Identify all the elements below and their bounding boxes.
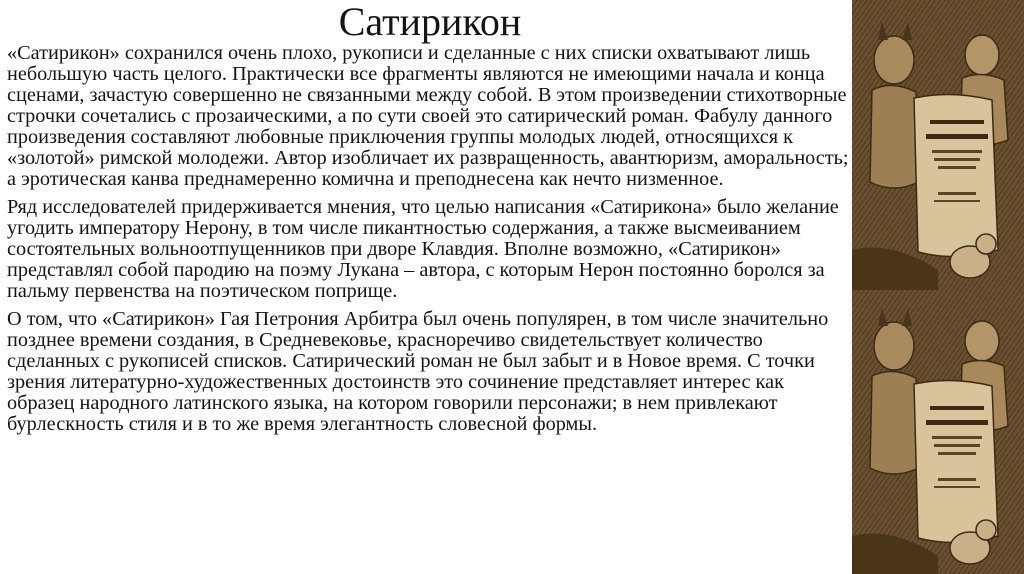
title-page-engraving [852,0,1024,574]
paragraph-1: «Сатирикон» сохранился очень плохо, рукописи и сделанные с них списки охватывают лишь небольшую часть целого. Практически все фрагменты являются не имеющими начала и конца сценами, зачастую совершенно не связанными между собой. В этом произведении стихотворные строчки сочетались с прозаическими, а по сути своей это сатирический роман. Фабулу данного произведения составляют любовные приключения группы молодых людей, относящихся к «золотой» римской молодежи. Автор изобличает их развращенность, авантюризм, аморальность; а эротическая канва преднамеренно комична и преподнесена как нечто низменное. [7,42,849,190]
paragraph-2: Ряд исследователей придерживается мнения, что целью написания «Сатирикона» было желание угодить императору Нерону, в том числе пикантностью содержания, а также высмеиванием состоятельных вольноотпущенников при дворе Клавдия. Вполне возможно, «Сатирикон» представлял собой пародию на поэму Лукана – автора, с которым Нерон постоянно боролся за пальму первенства на поэтическом поприще. [7,196,839,302]
slide-title: Сатирикон [338,0,522,44]
slide-body [7,43,852,442]
paragraph-3: О том, что «Сатирикон» Гая Петрония Арбитра был очень популярен, в том числе значительно позднее времени создания, в Средневековье, красноречиво свидетельствует количество сделанных с рукописей списков. Сатирический роман не был забыт и в Новое время. С точки зрения литературно-художественных достоинств это сочинение представляет интерес как образец народного латинского языка, на котором говорили персонажи; в нем привлекают бурлескность стиля и в то же время элегантность словесной формы. [7,308,829,435]
engraving-illustration [852,0,1024,574]
